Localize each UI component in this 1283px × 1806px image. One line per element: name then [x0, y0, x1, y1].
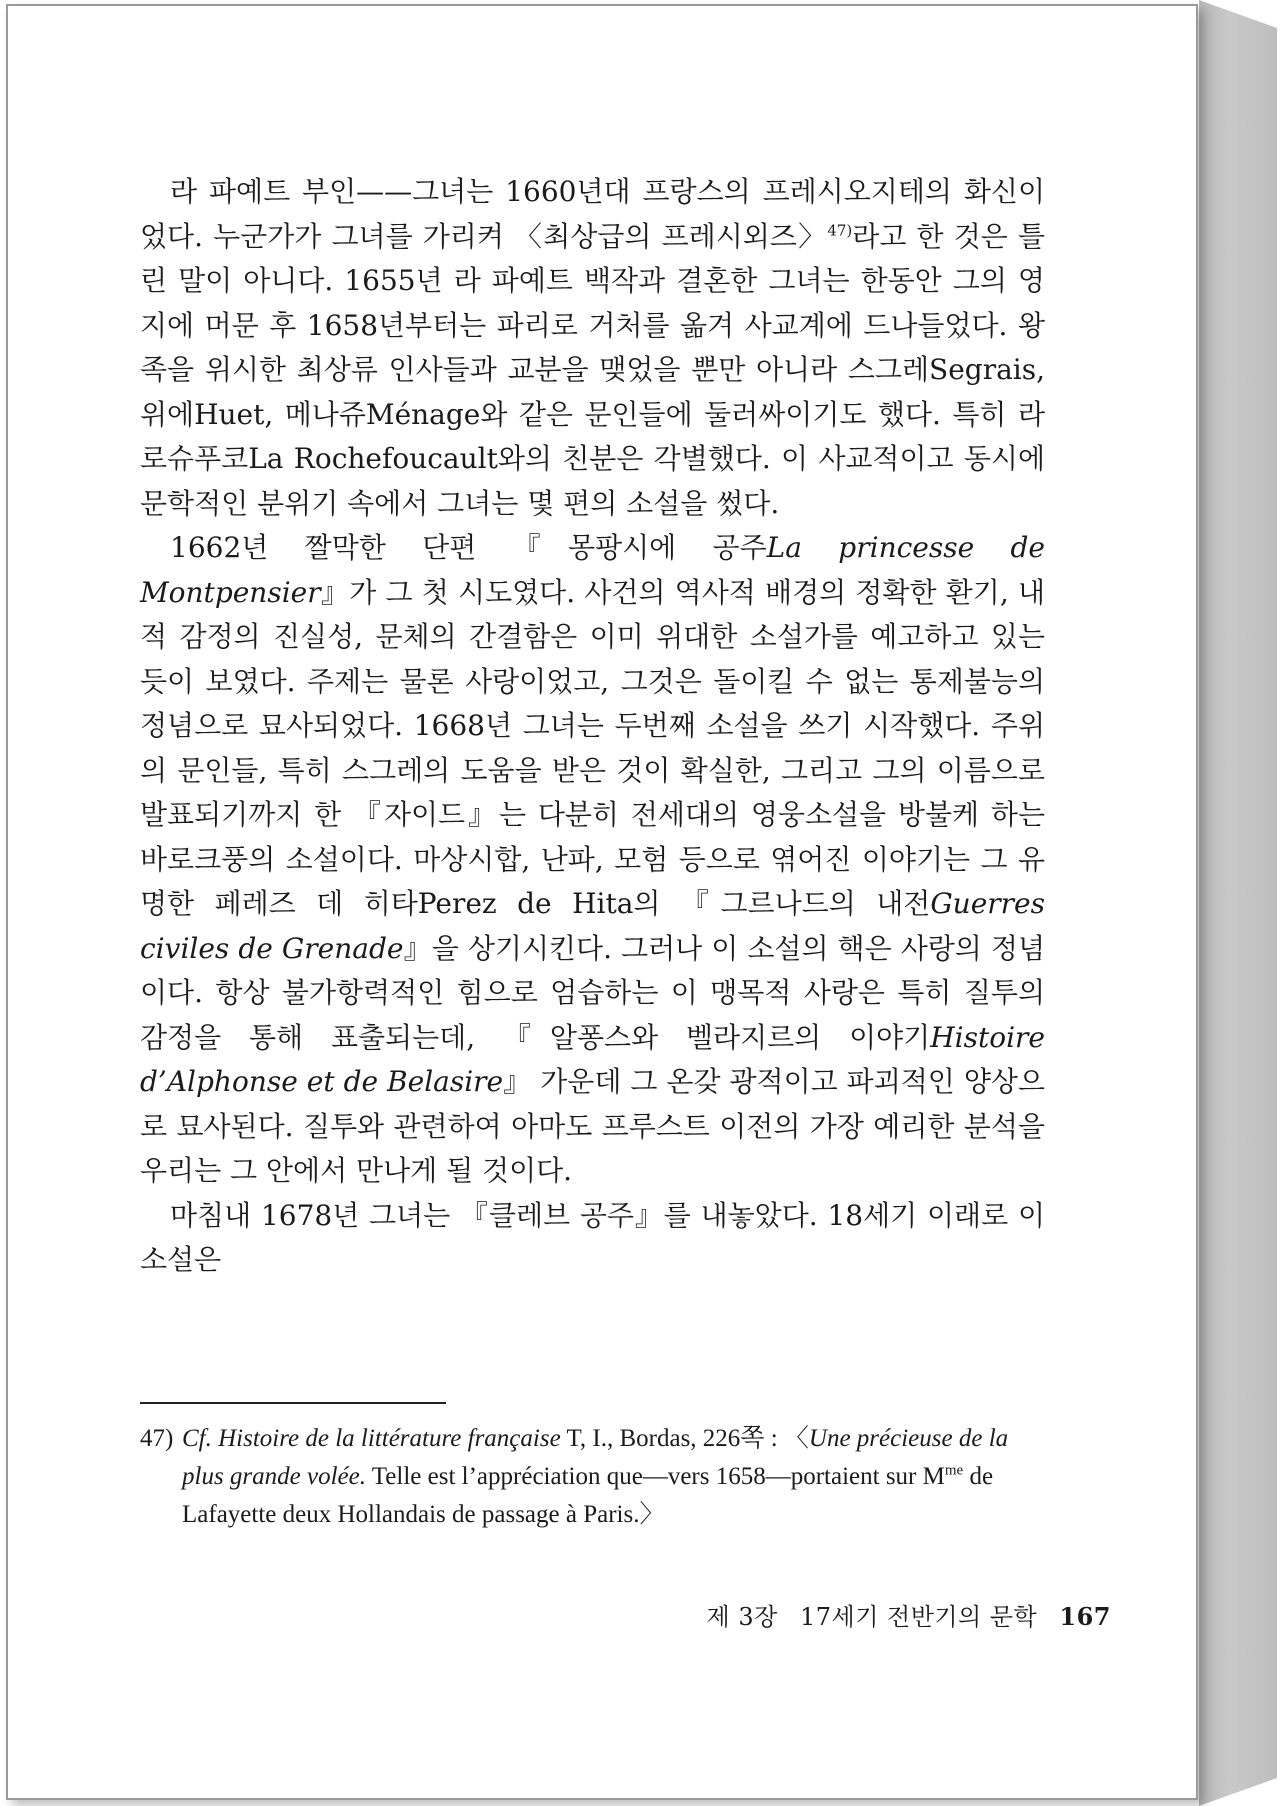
paragraph-segment: 』가 그 첫 시도였다. 사건의 역사적 배경의 정확한 환기, 내적 감정의 진실성, 문체의 간결함은 이미 위대한 소설가를 예고하고 있는 듯이 보였다. 주제는 물론 사랑이었고, 그것은 돌이킬 수 없는 통제불능의 정념으로 묘사되었다. 1668년 그녀는 두번째 소설을 쓰기 시작했다. 주위의 문인들, 특히 스그레의 도움을 받은 것이 확실한, 그리고 그의 이름으로 발표되기까지 한 『자이드』는 다분히 전세대의 영웅소설을 방불케 하는 바로크풍의 소설이다. 마상시합, 난파, 모험 등으로 엮어진 이야기는 그 유명한 페레즈 데 히타Perez de Hita의 『그르나드의 내전 — [140, 575, 1045, 920]
paragraph — [140, 1194, 1045, 1283]
paragraph-segment: Histoire d’Alphonse et de Belasire — [140, 1020, 1045, 1098]
footnote-rule — [140, 1402, 446, 1404]
paragraph-segment: 마침내 1678년 그녀는 『클레브 공주』를 내놓았다. 18세기 이래로 이 소설은 — [140, 1198, 1045, 1276]
book-spine-edge — [1199, 0, 1277, 1806]
paragraph — [140, 526, 1045, 1194]
footer-chapter: 제 3장 — [706, 1603, 778, 1631]
footnote-segment: Cf. Histoire de la littérature française — [182, 1425, 561, 1452]
paragraph-segment: 47) — [827, 221, 853, 240]
paragraph — [140, 170, 1045, 526]
main-text — [140, 170, 1045, 1283]
paragraph-segment: 1662년 짤막한 단편 『몽팡시에 공주 — [170, 531, 767, 564]
footnote-segment: de Lafayette deux Hollandais de passage à Paris.〉 — [182, 1463, 994, 1528]
footnote-text — [182, 1420, 1045, 1534]
paragraph-segment: 라고 한 것은 틀린 말이 아니다. 1655년 라 파예트 백작과 결혼한 그녀는 한동안 그의 영지에 머문 후 1658년부터는 파리로 거처를 옮겨 사교계에 드나들었다. 왕족을 위시한 최상류 인사들과 교분을 맺었을 뿐만 아니라 스그레Segrais, 위에Huet, 메나쥬Ménage와 같은 문인들에 둘러싸이기도 했다. 특히 라 로슈푸코La Rochefoucault와의 친분은 각별했다. 이 사교적이고 동시에 문학적인 분위기 속에서 그녀는 몇 편의 소설을 썼다. — [140, 219, 1045, 520]
paragraph-segment: 』 가운데 그 온갖 광적이고 파괴적인 양상으로 묘사된다. 질투와 관련하여 아마도 프루스트 이전의 가장 예리한 분석을 우리는 그 안에서 만나게 될 것이다. — [140, 1065, 1045, 1187]
footnote-47 — [140, 1420, 1045, 1534]
footnote-segment: T, I., Bordas, 226쪽 : 〈 — [560, 1425, 809, 1452]
footnote-segment: Une précieuse de la plus grande volée. — [182, 1425, 1009, 1490]
footnote-number: 47) — [140, 1425, 174, 1452]
running-footer — [693, 1597, 1111, 1632]
page-number: 167 — [1059, 1602, 1111, 1631]
paragraph-segment: La princesse de Montpensier — [140, 531, 1045, 609]
footnote-segment: me — [944, 1462, 964, 1479]
paragraph-segment: Guerres civiles de Grenade — [140, 887, 1045, 965]
paragraph-segment: 』을 상기시킨다. 그러나 이 소설의 핵은 사랑의 정념이다. 항상 불가항력적인 힘으로 엄습하는 이 맹목적 사랑은 특히 질투의 감정을 통해 표출되는데, 『알퐁스와 벨라지르의 이야기 — [140, 931, 1045, 1054]
paragraph-segment: 라 파예트 부인——그녀는 1660년대 프랑스의 프레시오지테의 화신이었다. 누군가가 그녀를 가리켜 〈최상급의 프레시외즈〉 — [140, 175, 1045, 253]
footnote-segment: Telle est l’appréciation que—vers 1658—portaient sur M — [365, 1463, 945, 1490]
footer-title: 17세기 전반기의 문학 — [799, 1603, 1038, 1631]
